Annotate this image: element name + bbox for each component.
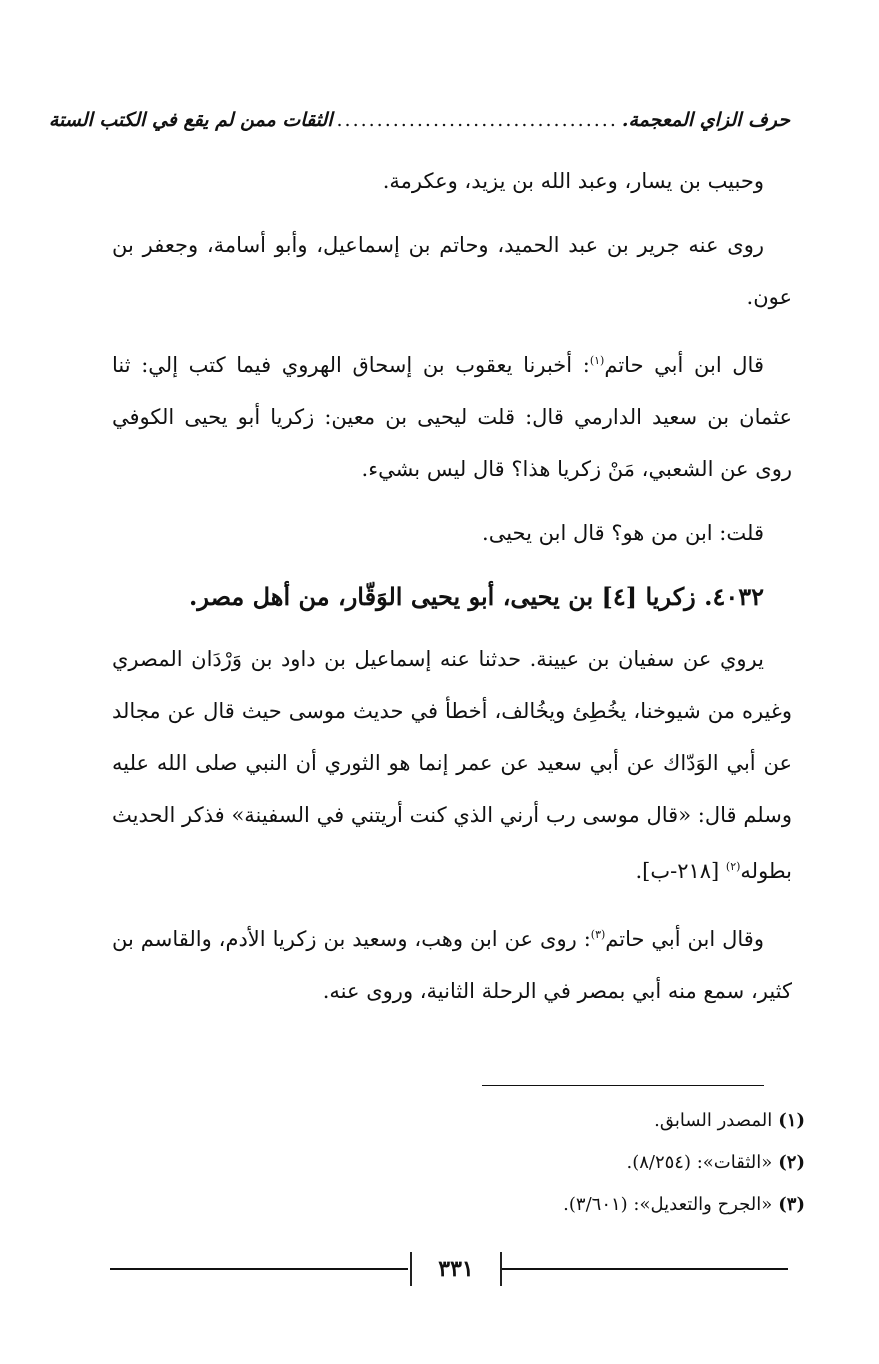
footnote-number: (٣) bbox=[778, 1194, 805, 1215]
paragraph: روى عنه جرير بن عبد الحميد، وحاتم بن إسماعيل، وأبو أسامة، وجعفر بن عون. bbox=[112, 233, 792, 309]
paragraph bbox=[112, 335, 792, 495]
footnote-divider bbox=[482, 1085, 764, 1086]
paragraph: وحبيب بن يسار، وعبد الله بن يزيد، وعكرمة. bbox=[382, 169, 764, 193]
footnotes bbox=[300, 1100, 805, 1226]
paragraph bbox=[112, 633, 792, 897]
footnote-item bbox=[300, 1184, 805, 1226]
bottom-rule bbox=[500, 1268, 788, 1270]
paragraph bbox=[112, 909, 792, 1017]
paragraph-text: يروي عن سفيان بن عيينة. حدثنا عنه إسماعيل بن داود بن وَرْدَان المصري وغيره من شيوخنا، يخُطِئ ويخُالف، أخطأ في حديث موسى حيث قال عن مجالد عن أبي الوَدّاك عن أبي سعيد عن عمر إنما هو الثوري أن النبي صلى الله عليه وسلم قال: «قال موسى رب أرني الذي كنت أريتني في السفينة» فذكر الحديث بطوله bbox=[112, 647, 792, 883]
footnote-marker: (١) bbox=[589, 354, 605, 367]
header-book-title: الثقات ممن لم يقع في الكتب الستة bbox=[48, 109, 333, 131]
footnote-marker: (٢) bbox=[725, 860, 741, 873]
header-leader-dots: ................................... bbox=[336, 109, 618, 131]
main-text bbox=[112, 155, 792, 1029]
paragraph: قلت: ابن من هو؟ قال ابن يحيى. bbox=[482, 521, 764, 545]
footnote-item bbox=[300, 1100, 805, 1142]
footnote-number: (١) bbox=[778, 1110, 805, 1131]
paragraph-text: : روى عن ابن وهب، وسعيد بن زكريا الأدم، والقاسم بن كثير، سمع منه أبي بمصر في الرحلة الثانية، وروى عنه. bbox=[112, 927, 792, 1003]
footnote-text: «الثقات»: (٨/٢٥٤). bbox=[626, 1152, 773, 1173]
paragraph-text: وقال ابن أبي حاتم bbox=[605, 927, 764, 951]
bottom-rule bbox=[110, 1268, 408, 1270]
footnote-marker: (٣) bbox=[590, 928, 606, 941]
page-number: ٣٣١ bbox=[410, 1252, 502, 1286]
footnote-text: «الجرح والتعديل»: (٣/٦٠١). bbox=[563, 1194, 773, 1215]
paragraph-text: [٢١٨-ب]. bbox=[635, 859, 726, 883]
footnote-text: المصدر السابق. bbox=[654, 1110, 773, 1131]
footnote-number: (٢) bbox=[778, 1152, 805, 1173]
paragraph-text: : أخبرنا يعقوب بن إسحاق الهروي فيما كتب إلي: ثنا عثمان بن سعيد الدارمي قال: قلت ليحيى بن معين: زكريا أبو يحيى الكوفي روى عن الشعبي، مَنْ زكريا هذا؟ قال ليس بشيء. bbox=[112, 353, 792, 481]
paragraph-text: قال ابن أبي حاتم bbox=[604, 353, 764, 377]
header-chapter: حرف الزاي المعجمة. bbox=[621, 109, 790, 131]
footnote-item bbox=[300, 1142, 805, 1184]
running-header bbox=[48, 100, 790, 140]
entry-title: ٤٠٣٢. زكريا [٤] بن يحيى، أبو يحيى الوَقّار، من أهل مصر. bbox=[189, 582, 764, 611]
